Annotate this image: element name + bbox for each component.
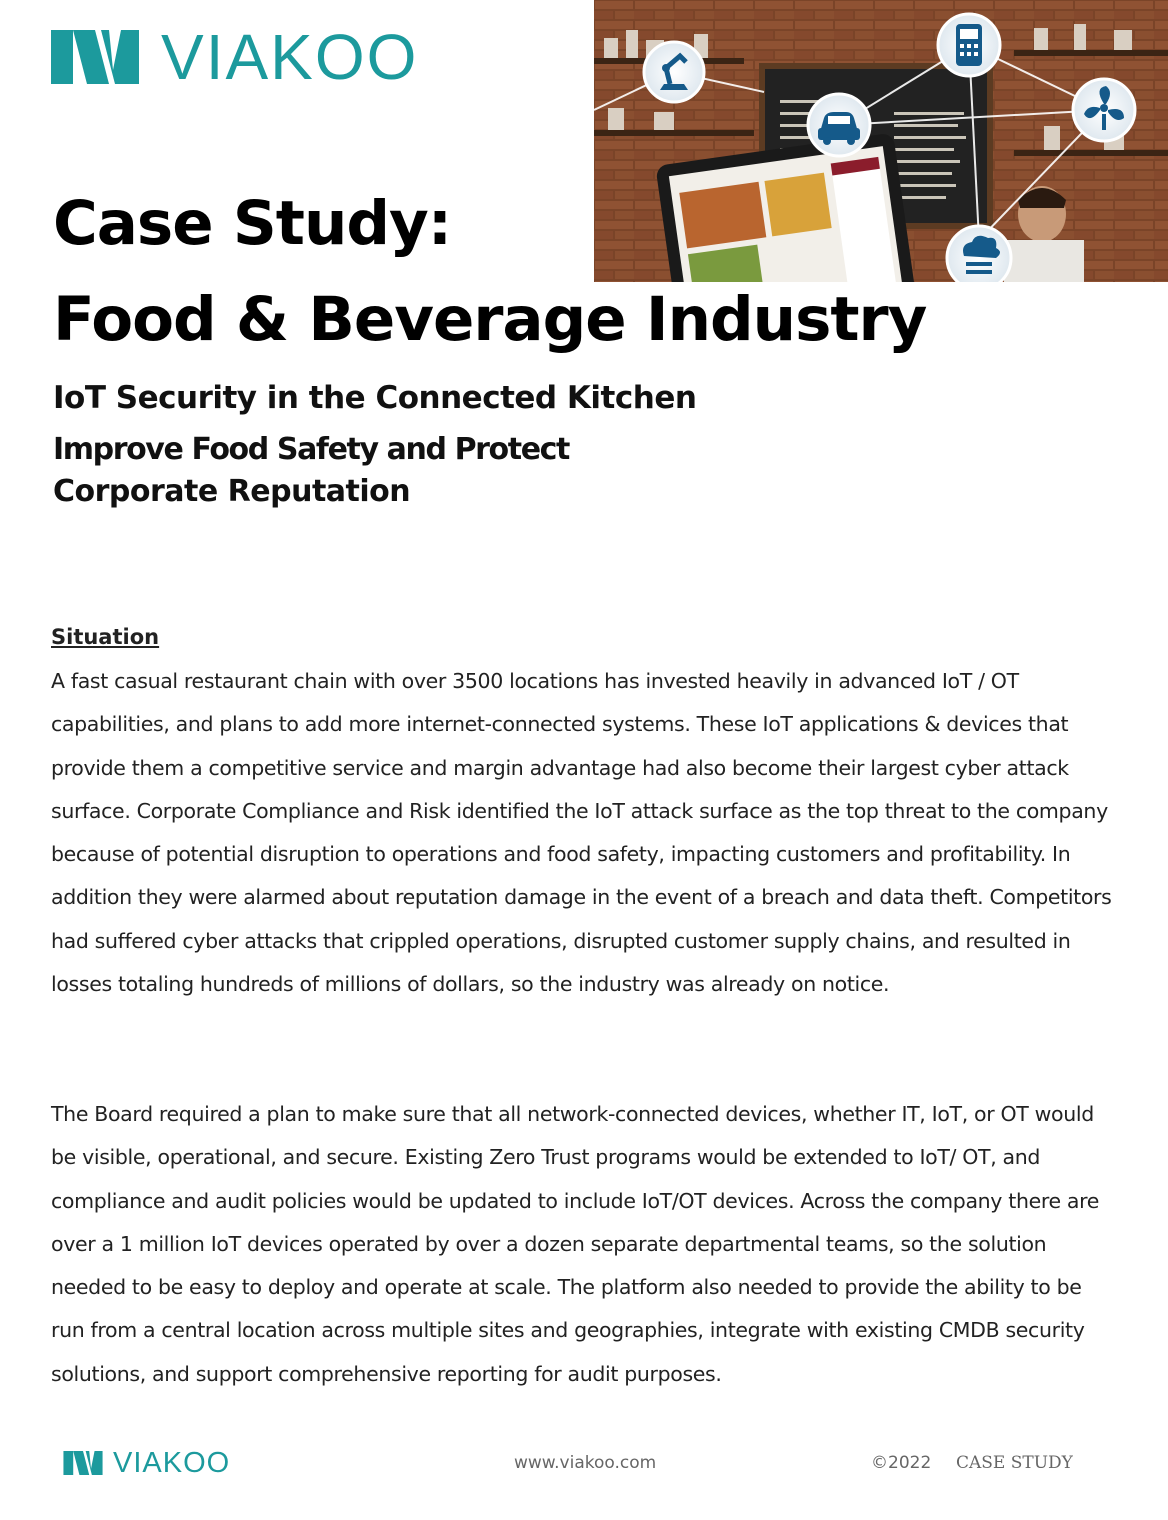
footer-viakoo-wordmark: VIAKOO — [113, 1447, 231, 1479]
situation-paragraph-1: A fast casual restaurant chain with over 3500 locations has invested heavily in advanced IoT / OT capabilities, and plans to add more internet-connected systems. These IoT applications & devices that provide them a competitive service and margin advantage had also become their largest cyber attack surface. Corporate Compliance and Risk identified the IoT attack surface as the top threat to the company because of potential disruption to operations and food safety, impacting customers and profitability. In addition they were alarmed about reputation damage in the event of a breach and data theft. Competitors had suffered cyber attacks that crippled operations, disrupted customer supply chains, and resulted in losses totaling hundreds of millions of dollars, so the industry was already on notice. — [51, 669, 1112, 997]
robot-arm-icon — [644, 42, 704, 102]
subtitle-line-1: IoT Security in the Connected Kitchen — [53, 380, 697, 416]
subtitle-line-2: Improve Food Safety and Protect — [53, 432, 569, 467]
footer-copyright: ©2022 — [871, 1453, 932, 1473]
page-title-line-1: Case Study: — [53, 188, 452, 259]
page-title-line-2: Food & Beverage Industry — [53, 284, 927, 355]
situation-paragraph-2: The Board required a plan to make sure that all network-connected devices, whether IT, IoT, or OT would be visible, operational, and secure. Existing Zero Trust programs would be extended to IoT/ OT, and compliance and audit policies would be updated to include IoT/OT devices. Across the company there are over a 1 million IoT devices operated by over a dozen separate departmental teams, so the solution needed to be easy to deploy and operate at scale. The platform also needed to provide the ability to be run from a central location across multiple sites and geographies, integrate with existing CMDB security solutions, and support comprehensive reporting for audit purposes. — [51, 1102, 1100, 1386]
cloud-network-icon — [947, 226, 1011, 282]
car-icon — [808, 94, 870, 156]
subtitle-line-3: Corporate Reputation — [53, 474, 411, 509]
footer-viakoo-logo — [63, 1448, 230, 1478]
fan-icon — [1073, 79, 1135, 141]
viakoo-logo-mark-icon — [51, 30, 139, 84]
footer-url-link[interactable]: www.viakoo.com — [514, 1453, 657, 1473]
hero-image — [594, 0, 1168, 282]
viakoo-logo — [51, 21, 419, 93]
section-heading-situation: Situation — [51, 625, 160, 649]
viakoo-wordmark: VIAKOO — [161, 21, 419, 93]
footer-document-label: CASE STUDY — [956, 1453, 1073, 1473]
payment-terminal-icon — [938, 14, 1000, 76]
footer-viakoo-logo-mark-icon — [63, 1451, 103, 1475]
